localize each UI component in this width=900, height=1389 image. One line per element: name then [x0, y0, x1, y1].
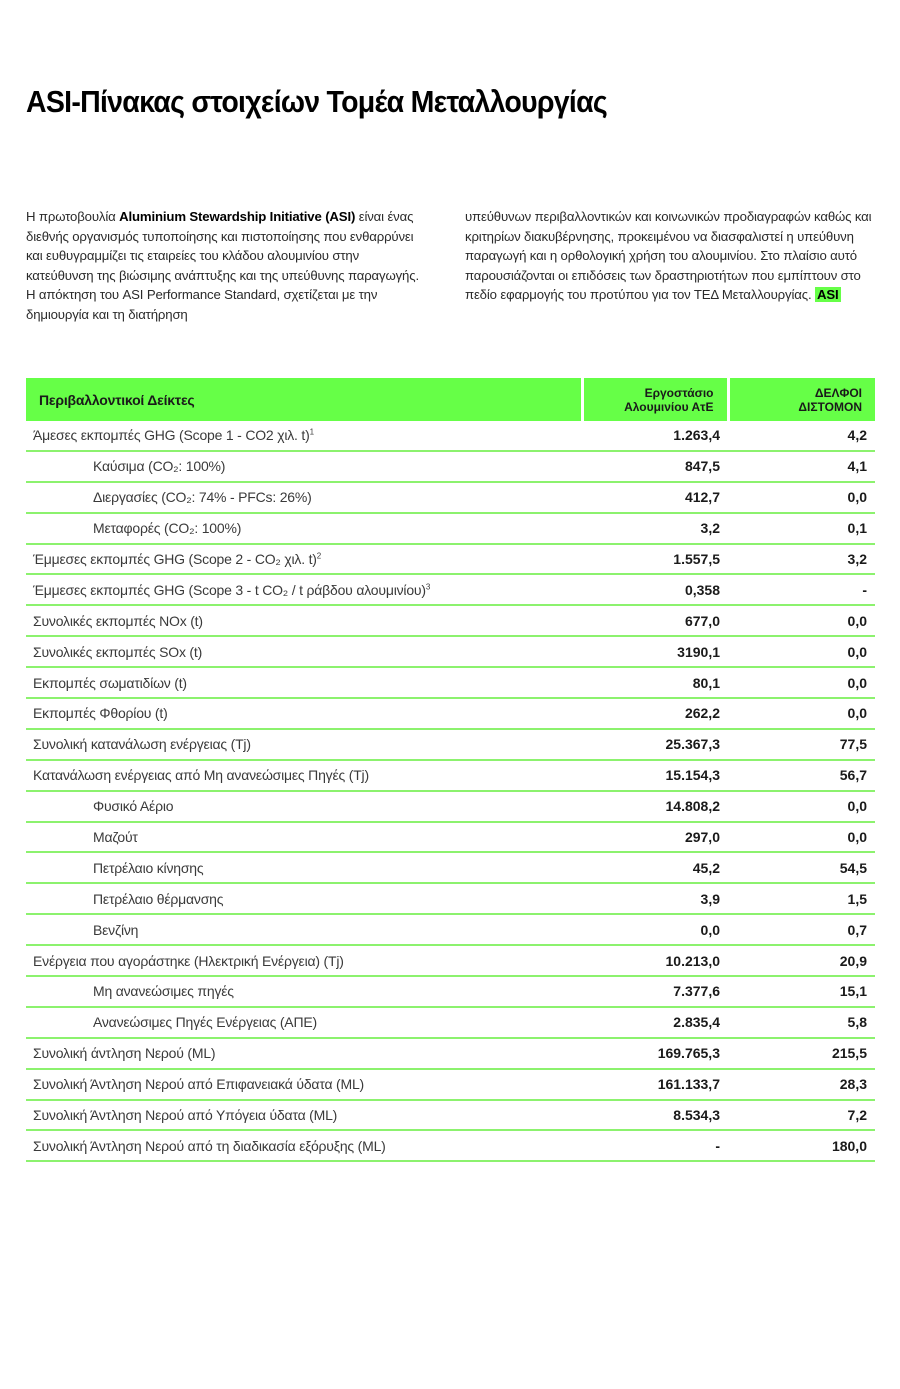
value-aluminium-plant: 45,2 — [582, 852, 728, 883]
value-delfoi-distomon: 0,7 — [728, 914, 875, 945]
header-delfoi-distomon — [728, 378, 875, 421]
indicator-label-text: Συνολική Άντληση Νερού από Υπόγεια ύδατα (ML) — [33, 1107, 338, 1124]
environmental-indicators-table — [26, 378, 875, 1162]
value-aluminium-plant: 412,7 — [582, 482, 728, 513]
table-row — [26, 636, 875, 667]
value-aluminium-plant: 169.765,3 — [582, 1038, 728, 1069]
table-row — [26, 482, 875, 513]
indicator-label — [26, 729, 582, 760]
table-row — [26, 791, 875, 822]
asi-tag: ASI — [816, 287, 839, 303]
value-delfoi-distomon: 1,5 — [728, 883, 875, 914]
value-aluminium-plant: 1.263,4 — [582, 421, 728, 451]
header-aluminium-line1: Εργοστάσιο — [644, 385, 714, 400]
value-delfoi-distomon: 0,0 — [728, 482, 875, 513]
value-delfoi-distomon: 0,0 — [728, 636, 875, 667]
value-aluminium-plant: 677,0 — [582, 605, 728, 636]
indicator-label — [26, 636, 582, 667]
indicator-label — [26, 421, 582, 451]
value-delfoi-distomon: 180,0 — [728, 1130, 875, 1161]
value-aluminium-plant: 297,0 — [582, 822, 728, 853]
header-aluminium-plant — [582, 378, 728, 421]
value-aluminium-plant: - — [582, 1130, 728, 1161]
value-aluminium-plant: 0,0 — [582, 914, 728, 945]
table-row — [26, 605, 875, 636]
value-delfoi-distomon: 54,5 — [728, 852, 875, 883]
page-title: ASI-Πίνακας στοιχείων Τομέα Μεταλλουργίας — [26, 84, 608, 119]
value-aluminium-plant: 2.835,4 — [582, 1007, 728, 1038]
indicator-label-text: Έμμεσες εκπομπές GHG (Scope 3 - t CO₂ / t ράβδου αλουμινίου) — [33, 581, 426, 598]
indicator-label-text: Συνολικές εκπομπές NOx (t) — [33, 612, 203, 629]
indicator-label — [26, 791, 582, 822]
value-aluminium-plant: 262,2 — [582, 698, 728, 729]
table-row — [26, 729, 875, 760]
header-indicators: Περιβαλλοντικοί Δείκτες — [26, 378, 582, 421]
table-row — [26, 760, 875, 791]
table-row — [26, 421, 875, 451]
indicator-label-text: Εκπομπές σωματιδίων (t) — [33, 674, 187, 691]
table-row — [26, 1069, 875, 1100]
table-row — [26, 513, 875, 544]
indicator-label-text: Πετρέλαιο κίνησης — [93, 859, 204, 876]
value-delfoi-distomon: 0,0 — [728, 698, 875, 729]
indicator-label-text: Συνολικές εκπομπές SOx (t) — [33, 643, 203, 660]
value-delfoi-distomon: 0,0 — [728, 822, 875, 853]
indicator-label — [26, 544, 582, 575]
value-delfoi-distomon: 4,1 — [728, 451, 875, 482]
value-delfoi-distomon: 15,1 — [728, 976, 875, 1007]
value-delfoi-distomon: 0,0 — [728, 791, 875, 822]
table-row — [26, 451, 875, 482]
value-aluminium-plant: 15.154,3 — [582, 760, 728, 791]
table-body — [26, 421, 875, 1161]
table-header-row — [26, 378, 875, 421]
indicator-label — [26, 760, 582, 791]
indicator-label-text: Φυσικό Αέριο — [93, 798, 174, 815]
table-row — [26, 1100, 875, 1131]
footnote-marker: 2 — [316, 551, 321, 561]
intro-left-text: είναι ένας διεθνής οργανισμός τυποποίησης και πιστοποίησης που ενθαρρύνει και ευθυγραμμίζει τις εταιρείες του κλάδου αλουμινίου στην κατεύθυνση της βιώσιμης ανάπτυξης και της υπεύθυνης παραγωγής. Η απόκτηση του ASI Performance Standard, σχετίζεται με την δημιουργία και τη διατήρηση — [26, 209, 419, 322]
value-aluminium-plant: 7.377,6 — [582, 976, 728, 1007]
indicator-label-text: Μαζούτ — [93, 829, 138, 846]
value-delfoi-distomon: 215,5 — [728, 1038, 875, 1069]
indicator-label — [26, 1007, 582, 1038]
table-row — [26, 852, 875, 883]
table-row — [26, 822, 875, 853]
indicator-label-text: Εκπομπές Φθορίου (t) — [33, 705, 168, 722]
value-delfoi-distomon: 5,8 — [728, 1007, 875, 1038]
indicator-label-text: Άμεσες εκπομπές GHG (Scope 1 - CO2 χιλ. t) — [33, 427, 310, 444]
table-row — [26, 544, 875, 575]
table-row — [26, 574, 875, 605]
indicator-label-text: Συνολική κατανάλωση ενέργειας (Tj) — [33, 736, 251, 753]
intro-right-text: υπεύθυνων περιβαλλοντικών και κοινωνικών προδιαγραφών καθώς και κριτηρίων διακυβέρνησης, προκειμένου να διασφαλιστεί η υπεύθυνη παραγωγή και η ορθολογική χρήση του αλουμινίου. Στο πλαίσιο αυτό παρουσιάζονται οι επιδόσεις των δραστηριοτήτων που εμπίπτουν στο πεδίο εφαρμογής του προτύπου για τον ΤΕΔ Μεταλλουργίας. — [465, 209, 872, 303]
indicator-label-text: Διεργασίες (CO₂: 74% - PFCs: 26%) — [93, 489, 312, 506]
value-aluminium-plant: 847,5 — [582, 451, 728, 482]
value-aluminium-plant: 3190,1 — [582, 636, 728, 667]
indicator-label-text: Ενέργεια που αγοράστηκε (Ηλεκτρική Ενέργεια) (Tj) — [33, 952, 344, 969]
intro-paragraph-right — [465, 207, 880, 305]
indicator-label-text: Συνολική Άντληση Νερού από Επιφανειακά ύδατα (ML) — [33, 1076, 365, 1093]
value-delfoi-distomon: 7,2 — [728, 1100, 875, 1131]
value-delfoi-distomon: 0,0 — [728, 667, 875, 698]
indicator-label-text: Μεταφορές (CO₂: 100%) — [93, 520, 242, 537]
value-delfoi-distomon: 77,5 — [728, 729, 875, 760]
indicator-label-text: Συνολική Άντληση Νερού από τη διαδικασία εξόρυξης (ML) — [33, 1137, 386, 1154]
footnote-marker: 3 — [425, 582, 431, 592]
table-row — [26, 698, 875, 729]
indicator-label — [26, 1130, 582, 1161]
value-aluminium-plant: 25.367,3 — [582, 729, 728, 760]
intro-prefix: Η πρωτοβουλία — [26, 209, 120, 224]
table-row — [26, 1038, 875, 1069]
indicator-label — [26, 698, 582, 729]
indicator-label — [26, 852, 582, 883]
value-delfoi-distomon: 28,3 — [728, 1069, 875, 1100]
indicator-label — [26, 1038, 582, 1069]
table-row — [26, 883, 875, 914]
indicator-label — [26, 883, 582, 914]
indicator-label — [26, 451, 582, 482]
value-delfoi-distomon: 0,0 — [728, 605, 875, 636]
indicator-label — [26, 667, 582, 698]
value-aluminium-plant: 161.133,7 — [582, 1069, 728, 1100]
indicator-label-text: Ανανεώσιμες Πηγές Ενέργειας (ΑΠΕ) — [93, 1014, 317, 1031]
indicator-label — [26, 1069, 582, 1100]
header-delfoi-line1: ΔΕΛΦΟΙ — [814, 385, 862, 400]
table-row — [26, 667, 875, 698]
header-delfoi-line2: ΔΙΣΤΟΜΟΝ — [798, 399, 862, 414]
indicator-label — [26, 482, 582, 513]
indicator-label-text: Έμμεσες εκπομπές GHG (Scope 2 - CO₂ χιλ. t) — [33, 551, 317, 567]
value-delfoi-distomon: 4,2 — [728, 421, 875, 451]
value-aluminium-plant: 0,358 — [582, 574, 728, 605]
value-aluminium-plant: 1.557,5 — [582, 544, 728, 575]
value-delfoi-distomon: 20,9 — [728, 945, 875, 976]
indicator-label — [26, 513, 582, 544]
table-row — [26, 945, 875, 976]
indicator-label — [26, 1100, 582, 1131]
intro-paragraph-left — [26, 207, 426, 325]
value-delfoi-distomon: 56,7 — [728, 760, 875, 791]
table-row — [26, 1130, 875, 1161]
indicator-label — [26, 605, 582, 636]
value-delfoi-distomon: 3,2 — [728, 544, 875, 575]
intro-asi-name: Aluminium Stewardship Initiative (ASI) — [119, 209, 356, 224]
indicator-label-text: Μη ανανεώσιμες πηγές — [93, 983, 234, 1000]
value-delfoi-distomon: 0,1 — [728, 513, 875, 544]
indicator-label — [26, 914, 582, 945]
table-row — [26, 1007, 875, 1038]
value-aluminium-plant: 14.808,2 — [582, 791, 728, 822]
indicator-label-text: Βενζίνη — [93, 921, 139, 938]
indicator-label-text: Κατανάλωση ενέργειας από Μη ανανεώσιμες Πηγές (Tj) — [33, 767, 369, 784]
value-aluminium-plant: 10.213,0 — [582, 945, 728, 976]
value-aluminium-plant: 8.534,3 — [582, 1100, 728, 1131]
indicator-label-text: Συνολική άντληση Νερού (ML) — [33, 1045, 216, 1062]
indicator-label-text: Καύσιμα (CO₂: 100%) — [93, 458, 226, 475]
indicator-label — [26, 976, 582, 1007]
table-row — [26, 976, 875, 1007]
value-aluminium-plant: 3,9 — [582, 883, 728, 914]
indicator-label-text: Πετρέλαιο θέρμανσης — [93, 890, 224, 907]
header-aluminium-line2: Αλουμινίου ΑτΕ — [624, 399, 714, 414]
indicator-label — [26, 574, 582, 605]
table-row — [26, 914, 875, 945]
indicator-label — [26, 945, 582, 976]
value-delfoi-distomon: - — [728, 574, 875, 605]
value-aluminium-plant: 3,2 — [582, 513, 728, 544]
indicator-label — [26, 822, 582, 853]
footnote-marker: 1 — [309, 427, 314, 437]
value-aluminium-plant: 80,1 — [582, 667, 728, 698]
